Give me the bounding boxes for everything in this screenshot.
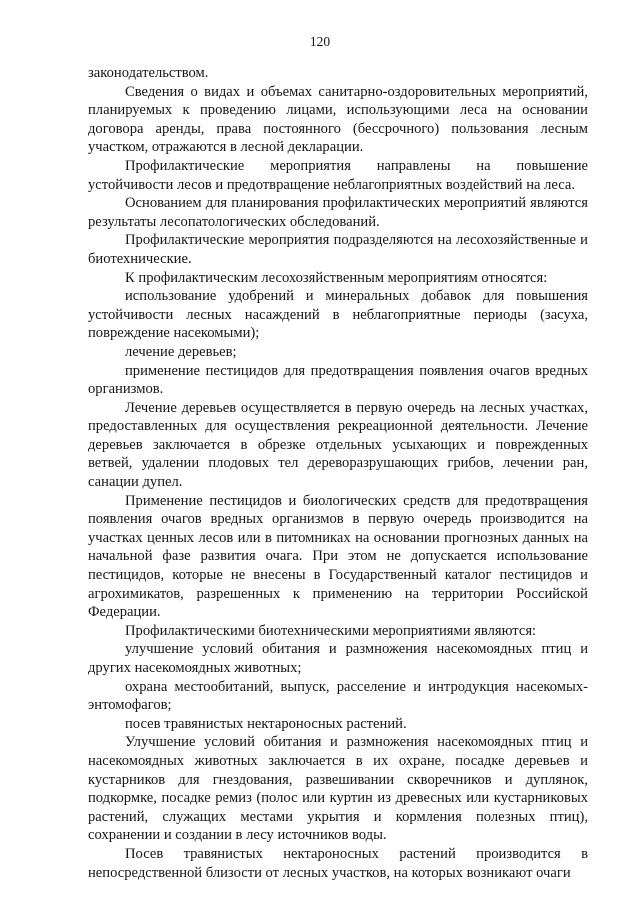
paragraph-planning-basis: Основанием для планирования профилактических мероприятий являются результаты лесопатологических обследований. xyxy=(88,195,588,230)
list-item-pesticides: применение пестицидов для предотвращения появления очагов вредных организмов. xyxy=(88,362,588,398)
paragraph-continuation: законодательством. xyxy=(88,65,209,81)
list-item-habitat-improvement: улучшение условий обитания и размножения насекомоядных птиц и других насекомоядных животных; xyxy=(88,641,588,676)
paragraph-nectar-sowing: Посев травянистых нектароносных растений производится в непосредственной близости от лесных участков, на которых возникают очаги xyxy=(88,845,588,881)
paragraph-forestry-measures-intro: К профилактическим лесохозяйственным мероприятиям относятся: xyxy=(125,269,548,286)
paragraph-pesticide-use: Применение пестицидов и биологических средств для предотвращения появления очагов вредных организмов в первую очередь производится на участках ценных лесов или в питомниках на основании прогнозных данных на начальной фазе развития очага. При этом не допускается использование пестицидов, которые не внесены в Государственный каталог пестицидов и агрохимикатов, разрешенных к применению на территории Российской Федерации. xyxy=(88,492,588,621)
list-item-entomophages: охрана местообитаний, выпуск, расселение и интродукция насекомых-энтомофагов; xyxy=(88,678,588,714)
list-item-tree-treatment: лечение деревьев; xyxy=(125,343,237,360)
paragraph-habitat-improvement: Улучшение условий обитания и размножения насекомоядных птиц и насекомоядных животных заключается в их охране, посадке деревьев и кустарников для гнездования, развешивании скворечников и дуплянок, подкормке, посадке ремиз (полос или куртин из древесных или кустарниковых растений, служащих местами укрытия и кормления полезных птиц), сохранении и создании в лесу источников воды. xyxy=(88,734,588,844)
page-body-text xyxy=(88,64,588,882)
list-item-nectar-plants: посев травянистых нектароносных растений. xyxy=(125,715,407,732)
page-number: 120 xyxy=(309,34,331,49)
paragraph-preventive-purpose: Профилактические мероприятия направлены на повышение устойчивости лесов и предотвращение неблагоприятных воздействий на леса. xyxy=(88,157,588,193)
paragraph-declaration: Сведения о видах и объемах санитарно-оздоровительных мероприятий, планируемых к проведению лицами, использующими леса на основании договора аренды, права постоянного (бессрочного) пользования лесным участком, отражаются в лесной декларации. xyxy=(88,83,588,156)
paragraph-biotech-measures-intro: Профилактическими биотехническими мероприятиями являются: xyxy=(125,622,537,639)
paragraph-preventive-types: Профилактические мероприятия подразделяются на лесохозяйственные и биотехнические. xyxy=(88,232,588,267)
paragraph-tree-treatment: Лечение деревьев осуществляется в первую очередь на лесных участках, предоставленных для осуществления рекреационной деятельности. Лечение деревьев заключается в обрезке отдельных усыхающих и поврежденных ветвей, удалении плодовых тел дереворазрушающих грибов, лечении ран, санации дупел. xyxy=(88,399,588,491)
list-item-fertilizers: использование удобрений и минеральных добавок для повышения устойчивости лесных насаждений в неблагоприятные периоды (засуха, повреждение насекомыми); xyxy=(88,288,588,342)
